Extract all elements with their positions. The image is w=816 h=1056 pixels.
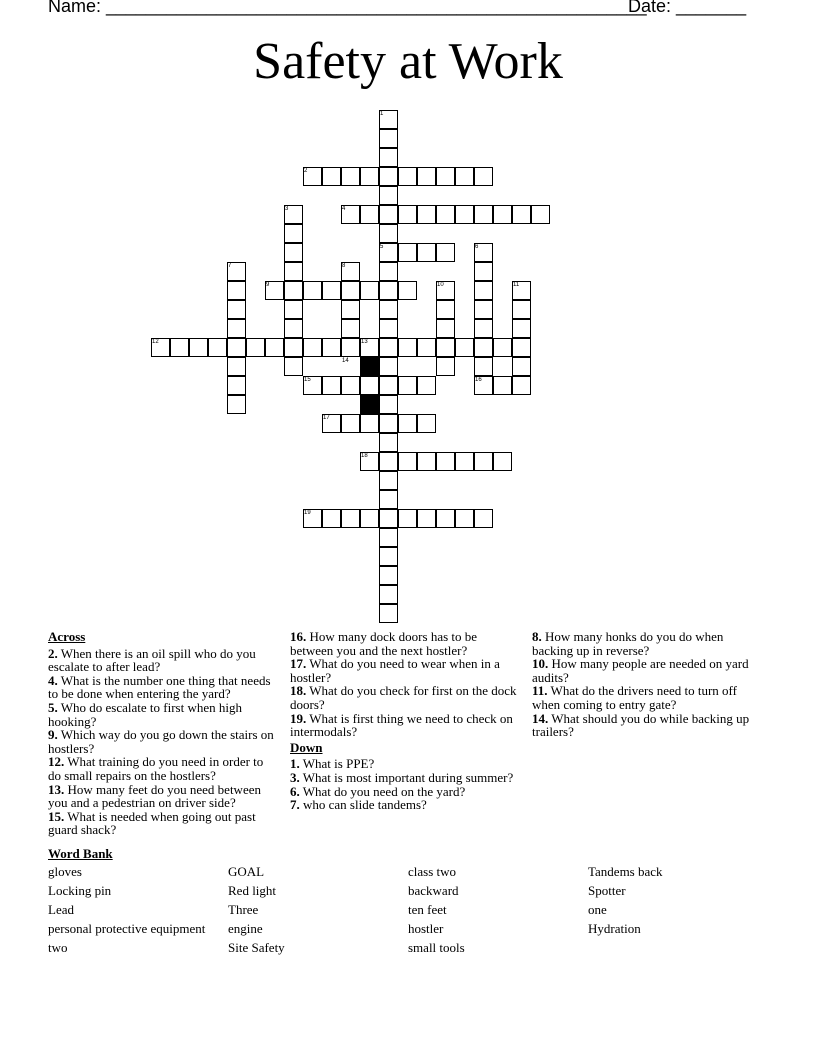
- cell-number: 7: [228, 263, 232, 269]
- crossword-cell[interactable]: [341, 509, 360, 528]
- word-bank-item: ten feet: [408, 902, 447, 917]
- crossword-cell[interactable]: [436, 357, 455, 376]
- clue-item: [290, 798, 518, 812]
- crossword-cell[interactable]: [341, 414, 360, 433]
- crossword-cell[interactable]: [284, 243, 303, 262]
- clues-column-1: [48, 630, 276, 837]
- word-bank-item: personal protective equipment: [48, 921, 206, 936]
- crossword-cell[interactable]: [303, 338, 322, 357]
- clue-item: [290, 785, 518, 799]
- clue-number: 13.: [48, 781, 65, 797]
- clue-number: 3.: [290, 769, 300, 785]
- crossword-cell[interactable]: [512, 300, 531, 319]
- crossword-cell[interactable]: [360, 281, 379, 300]
- cell-number: 6: [475, 244, 479, 250]
- clue-text: What is the number one thing that needs to be done when entering the yard?: [48, 672, 271, 702]
- cell-number: 1: [380, 111, 384, 117]
- crossword-cell[interactable]: [436, 319, 455, 338]
- crossword-cell[interactable]: [512, 319, 531, 338]
- crossword-cell[interactable]: [512, 205, 531, 224]
- clue-text: How many honks do you do when backing up in reverse?: [532, 629, 724, 658]
- clue-number: 5.: [48, 699, 58, 715]
- cell-number: 2: [304, 168, 308, 174]
- crossword-cell[interactable]: [284, 357, 303, 376]
- crossword-cell[interactable]: [417, 509, 436, 528]
- crossword-cell[interactable]: [360, 509, 379, 528]
- down-heading: Down: [290, 739, 323, 755]
- crossword-cell[interactable]: [284, 281, 303, 300]
- crossword-cell[interactable]: [455, 509, 474, 528]
- clue-text: What is PPE?: [299, 756, 375, 772]
- crossword-cell[interactable]: [512, 338, 531, 357]
- clue-text: What do you check for first on the dock doors?: [290, 683, 517, 712]
- crossword-cell[interactable]: [379, 167, 398, 186]
- crossword-cell[interactable]: [341, 376, 360, 395]
- crossword-cell[interactable]: [379, 338, 398, 357]
- crossword-cell[interactable]: [341, 338, 360, 357]
- clue-number: 1.: [290, 756, 300, 772]
- crossword-cell[interactable]: [398, 205, 417, 224]
- clue-item: [48, 755, 276, 782]
- word-bank-heading: Word Bank: [48, 846, 113, 861]
- crossword-cell[interactable]: [474, 205, 493, 224]
- cell-number: 11: [513, 282, 520, 288]
- crossword-cell[interactable]: [379, 566, 398, 585]
- clue-text: What do the drivers need to turn off when coming to entry gate?: [532, 683, 737, 712]
- crossword-cell[interactable]: [379, 205, 398, 224]
- clue-item: [48, 810, 276, 837]
- clue-item: [290, 657, 518, 684]
- crossword-cell[interactable]: [455, 338, 474, 357]
- clue-item: [48, 647, 276, 674]
- crossword-cell[interactable]: [227, 319, 246, 338]
- cell-number: 3: [285, 206, 289, 212]
- across-clue-list: [48, 647, 276, 837]
- clue-text: What is most important during summer?: [299, 769, 514, 785]
- clue-number: 17.: [290, 656, 307, 672]
- word-bank-item: Locking pin: [48, 883, 112, 898]
- clue-number: 19.: [290, 710, 307, 726]
- crossword-cell[interactable]: [512, 376, 531, 395]
- crossword-cell[interactable]: [474, 509, 493, 528]
- crossword-cell[interactable]: [398, 414, 417, 433]
- crossword-cell[interactable]: [417, 167, 436, 186]
- crossword-cell[interactable]: [208, 338, 227, 357]
- crossword-cell[interactable]: [227, 357, 246, 376]
- clue-text: How many dock doors has to be between you and the next hostler?: [290, 629, 478, 658]
- clue-number: 9.: [48, 727, 58, 743]
- clue-text: What do you need on the yard?: [299, 783, 466, 799]
- crossword-cell[interactable]: [227, 338, 246, 357]
- word-bank-item: two: [48, 940, 68, 955]
- crossword-cell[interactable]: [493, 452, 512, 471]
- clue-text: What should you do while backing up trailers?: [532, 710, 750, 740]
- blocked-cell: [360, 357, 379, 376]
- crossword-cell[interactable]: [246, 338, 265, 357]
- clue-item: [290, 684, 518, 711]
- word-bank-item: engine: [228, 921, 263, 936]
- word-bank-item: Hydration: [588, 921, 641, 936]
- crossword-cell[interactable]: [493, 376, 512, 395]
- clue-number: 4.: [48, 672, 58, 688]
- crossword-cell[interactable]: [379, 414, 398, 433]
- clues-column-2: [290, 630, 518, 812]
- clue-item: [532, 684, 760, 711]
- crossword-cell[interactable]: [284, 338, 303, 357]
- clue-item: [290, 771, 518, 785]
- crossword-cell[interactable]: [531, 205, 550, 224]
- clue-number: 8.: [532, 629, 542, 644]
- crossword-cell[interactable]: [417, 243, 436, 262]
- crossword-cell[interactable]: [493, 205, 512, 224]
- word-bank-item: GOAL: [228, 864, 265, 879]
- crossword-cell[interactable]: [360, 376, 379, 395]
- crossword-cell[interactable]: [379, 281, 398, 300]
- crossword-cell[interactable]: [436, 509, 455, 528]
- clue-number: 14.: [532, 710, 549, 726]
- clue-number: 18.: [290, 683, 307, 699]
- crossword-cell[interactable]: [398, 509, 417, 528]
- clue-text: When there is an oil spill who do you escalate to after lead?: [48, 645, 256, 675]
- crossword-cell[interactable]: [436, 205, 455, 224]
- crossword-cell[interactable]: [284, 224, 303, 243]
- cell-number: 15: [304, 377, 311, 383]
- clue-text: How many feet do you need between you and a pedestrian on driver side?: [48, 781, 261, 811]
- crossword-cell[interactable]: [379, 129, 398, 148]
- crossword-cell[interactable]: [474, 262, 493, 281]
- crossword-cell[interactable]: [436, 452, 455, 471]
- crossword-cell[interactable]: [436, 243, 455, 262]
- crossword-cell[interactable]: [398, 376, 417, 395]
- crossword-cell[interactable]: [474, 167, 493, 186]
- cell-number: 12: [152, 339, 159, 345]
- crossword-cell[interactable]: [189, 338, 208, 357]
- crossword-cell[interactable]: [379, 528, 398, 547]
- clue-item: [532, 712, 760, 739]
- crossword-cell[interactable]: [493, 338, 512, 357]
- crossword-cell[interactable]: [379, 300, 398, 319]
- crossword-cell[interactable]: [398, 452, 417, 471]
- cell-number: 19: [304, 510, 311, 516]
- cell-number: 5: [380, 244, 384, 250]
- cell-number: 17: [323, 415, 330, 421]
- clue-item: [48, 674, 276, 701]
- crossword-cell[interactable]: [474, 319, 493, 338]
- clue-item: [532, 657, 760, 684]
- crossword-cell[interactable]: [379, 319, 398, 338]
- crossword-cell[interactable]: [284, 300, 303, 319]
- crossword-cell[interactable]: [379, 509, 398, 528]
- down-clue-list: [290, 757, 518, 811]
- clue-text: What do you need to wear when in a hostler?: [290, 656, 500, 685]
- crossword-cell[interactable]: [379, 357, 398, 376]
- crossword-cell[interactable]: [398, 281, 417, 300]
- word-bank-item: class two: [408, 864, 457, 879]
- crossword-cell[interactable]: [379, 471, 398, 490]
- crossword-cell[interactable]: [417, 205, 436, 224]
- clue-item: [290, 757, 518, 771]
- cell-number: 16: [475, 377, 482, 383]
- crossword-cell[interactable]: [379, 585, 398, 604]
- crossword-cell[interactable]: [379, 604, 398, 623]
- cell-number: 13: [361, 339, 368, 345]
- word-bank-item: gloves: [48, 864, 82, 879]
- crossword-cell[interactable]: [379, 433, 398, 452]
- crossword-cell[interactable]: [512, 357, 531, 376]
- crossword-cell[interactable]: [227, 395, 246, 414]
- word-bank-item: one: [588, 902, 607, 917]
- crossword-cell[interactable]: [341, 319, 360, 338]
- crossword-cell[interactable]: [341, 300, 360, 319]
- crossword-cell[interactable]: [284, 262, 303, 281]
- clue-number: 15.: [48, 808, 65, 824]
- cell-number: 8: [342, 263, 346, 269]
- crossword-cell[interactable]: [455, 452, 474, 471]
- across-clue-list-cont: [290, 630, 518, 739]
- clue-number: 12.: [48, 754, 65, 770]
- crossword-cell[interactable]: [360, 414, 379, 433]
- clue-text: Which way do you go down the stairs on hostlers?: [48, 727, 274, 756]
- crossword-cell[interactable]: [474, 452, 493, 471]
- crossword-cell[interactable]: [379, 395, 398, 414]
- crossword-cell[interactable]: [474, 338, 493, 357]
- crossword-cell[interactable]: [379, 452, 398, 471]
- crossword-cell[interactable]: [417, 376, 436, 395]
- crossword-cell[interactable]: [360, 205, 379, 224]
- cell-number: 4: [342, 206, 346, 212]
- down-clue-list-cont: [532, 630, 760, 739]
- crossword-cell[interactable]: [455, 167, 474, 186]
- blocked-cell: [360, 395, 379, 414]
- clue-number: 10.: [532, 656, 549, 672]
- crossword-cell[interactable]: [322, 338, 341, 357]
- clue-item: [48, 701, 276, 728]
- cell-number: 10: [437, 282, 444, 288]
- word-bank-item: backward: [408, 883, 459, 898]
- crossword-cell[interactable]: [417, 338, 436, 357]
- clue-number: 7.: [290, 797, 300, 813]
- clue-item: [48, 728, 276, 755]
- crossword-cell[interactable]: [474, 281, 493, 300]
- word-bank-item: Site Safety: [228, 940, 285, 955]
- clue-item: [290, 712, 518, 739]
- clue-text: who can slide tandems?: [299, 797, 427, 813]
- clue-text: Who do escalate to first when high hooking?: [48, 699, 242, 729]
- word-bank-item: Three: [228, 902, 259, 917]
- crossword-cell[interactable]: [398, 243, 417, 262]
- crossword-cell[interactable]: [322, 167, 341, 186]
- crossword-cell[interactable]: [227, 300, 246, 319]
- cell-number: 14: [342, 358, 349, 364]
- cell-number: 18: [361, 453, 368, 459]
- across-heading: Across: [48, 629, 86, 644]
- crossword-cell[interactable]: [474, 300, 493, 319]
- word-bank-item: Spotter: [588, 883, 626, 898]
- crossword-cell[interactable]: [227, 281, 246, 300]
- crossword-cell[interactable]: [379, 490, 398, 509]
- crossword-cell[interactable]: [322, 376, 341, 395]
- word-bank-item: Tandems back: [588, 864, 663, 879]
- crossword-cell[interactable]: [322, 281, 341, 300]
- crossword-cell[interactable]: [360, 167, 379, 186]
- clue-text: What is needed when going out past guard shack?: [48, 808, 256, 838]
- clue-item: [532, 630, 760, 657]
- crossword-cell[interactable]: [436, 300, 455, 319]
- crossword-cell[interactable]: [398, 167, 417, 186]
- word-bank-item: small tools: [408, 940, 465, 955]
- crossword-cell[interactable]: [227, 376, 246, 395]
- word-bank-item: Red light: [228, 883, 277, 898]
- crossword-cell[interactable]: [322, 509, 341, 528]
- crossword-cell[interactable]: [379, 262, 398, 281]
- clue-number: 6.: [290, 783, 300, 799]
- crossword-cell[interactable]: [341, 281, 360, 300]
- cell-number: 9: [266, 282, 270, 288]
- crossword-cell[interactable]: [474, 357, 493, 376]
- crossword-cell[interactable]: [303, 281, 322, 300]
- clue-number: 11.: [532, 683, 548, 699]
- clue-text: What training do you need in order to do small repairs on the hostlers?: [48, 754, 264, 783]
- crossword-cell[interactable]: [341, 167, 360, 186]
- crossword-cell[interactable]: [379, 376, 398, 395]
- clue-text: What is first thing we need to check on intermodals?: [290, 710, 513, 740]
- clue-item: [48, 783, 276, 810]
- crossword-cell[interactable]: [379, 224, 398, 243]
- crossword-cell[interactable]: [436, 338, 455, 357]
- crossword-cell[interactable]: [455, 205, 474, 224]
- crossword-cell[interactable]: [265, 338, 284, 357]
- page-title: Safety at Work: [253, 33, 563, 90]
- crossword-cell[interactable]: [379, 186, 398, 205]
- crossword-cell[interactable]: [379, 148, 398, 167]
- clue-number: 2.: [48, 645, 58, 661]
- clue-text: How many people are needed on yard audits?: [532, 656, 749, 685]
- crossword-cell[interactable]: [284, 319, 303, 338]
- clue-number: 16.: [290, 629, 307, 644]
- crossword-cell[interactable]: [417, 414, 436, 433]
- clue-item: [290, 630, 518, 657]
- clues-column-3: [532, 630, 760, 739]
- crossword-cell[interactable]: [379, 547, 398, 566]
- crossword-cell[interactable]: [398, 338, 417, 357]
- crossword-cell[interactable]: [170, 338, 189, 357]
- word-bank-item: Lead: [48, 902, 74, 917]
- date-field-label: Date: _______: [628, 0, 747, 16]
- crossword-cell[interactable]: [417, 452, 436, 471]
- name-field-label: Name: ______________________________________________________: [48, 0, 647, 16]
- word-bank-item: hostler: [408, 921, 444, 936]
- crossword-cell[interactable]: [436, 167, 455, 186]
